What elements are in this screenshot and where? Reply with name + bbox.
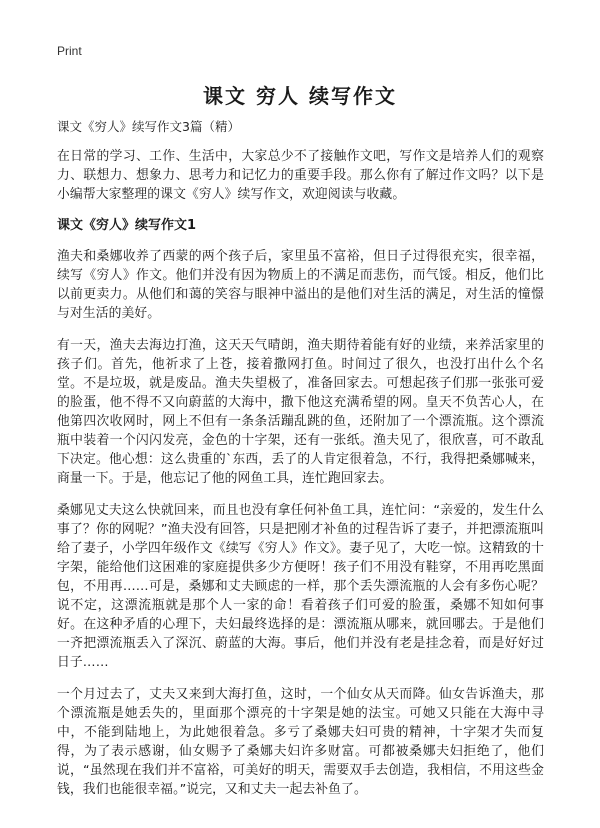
body-paragraph: 有一天，渔夫去海边打渔，这天天气晴朗，渔夫期待着能有好的业绩，来养活家里的孩子们。首先，他祈求了上苍，接着撒网打鱼。时间过了很久，也没打出什么个名堂。不是垃圾，就是废品。渔夫失望极了，准备回家去。可想起孩子们那一张张可爱的脸蛋，他不得不又向蔚蓝的大海中，撒下他这充满希望的网。皇天不负苦心人，在他第四次收网时，网上不但有一条条活蹦乱跳的鱼，还附加了一个漂流瓶。这个漂流瓶中装着一个闪闪发亮，金色的十字架，还有一张纸。渔夫见了，很欣喜，可不敢乱下决定。他心想：这么贵重的`东西，丢了的人肯定很着急，不行，我得把桑娜喊来，商量一下。于是，他忘记了他的网鱼工具，连忙跑回家去。 (57, 338, 544, 486)
page-title: 课文 穷人 续写作文 (203, 84, 397, 108)
body-paragraph: 一个月过去了，丈夫又来到大海打鱼，这时，一个仙女从天而降。仙女告诉渔夫，那个漂流瓶是她丢失的，里面那个漂亮的十字架是她的法宝。可她又只能在大海中寻中，不能到陆地上，为此她很着急。多亏了桑娜夫妇可贵的精神，十字架才失而复得，为了表示感谢，仙女赐予了桑娜夫妇许多财富。可都被桑娜夫妇拒绝了，他们说，“虽然现在我们并不富裕，可美好的明天，需要双手去创造，我相信，不用这些金钱，我们也能很幸福。”说完，又和丈夫一起去补鱼了。 (57, 687, 544, 797)
body-paragraph: 渔夫和桑娜收养了西蒙的两个孩子后，家里虽不富裕，但日子过得很充实，很幸福，续写《穷人》作文。他们并没有因为物质上的不满足而悲伤，而气馁。相反，他们比以前更卖力。从他们和蔼的笑容与眼神中溢出的是他们对生活的满足，对生活的憧憬与对生活的美好。 (57, 249, 544, 321)
print-link[interactable]: Print (57, 44, 82, 58)
intro-paragraph: 在日常的学习、工作、生活中，大家总少不了接触作文吧，写作文是培养人们的观察力、联想力、想象力、思考力和记忆力的重要手段。那么你有了解过作文吗？以下是小编帮大家整理的课文《穷人》续写作文，欢迎阅读与收藏。 (57, 149, 544, 202)
body-paragraph: 桑娜见丈夫这么快就回来，而且也没有拿任何补鱼工具，连忙问：“亲爱的，发生什么事了？你的网呢？”渔夫没有回答，只是把刚才补鱼的过程告诉了妻子，并把漂流瓶叫给了妻子，小学四年级作文《续写《穷人》作文》。妻子见了，大吃一惊。这精致的十字架，能给他们这困难的家庭提供多少方便呀！孩子们不用没有鞋穿，不用再吃黑面包，不用再……可是，桑娜和丈夫顾虑的一样，那个丢失漂流瓶的人会有多伤心呢？说不定，这漂流瓶就是那个人一家的命！看着孩子们可爱的脸蛋，桑娜不知如何事好。在这种矛盾的心理下，夫妇最终选择的是：漂流瓶从哪来，就回哪去。于是他们一齐把漂流瓶丢入了深沉、蔚蓝的大海。事后，他们并没有老是挂念着，而是好好过日子…… (57, 503, 544, 670)
section-heading: 课文《穷人》续写作文1 (57, 218, 197, 233)
article-body (57, 118, 544, 812)
article-subtitle: 课文《穷人》续写作文3篇（精） (57, 119, 240, 134)
